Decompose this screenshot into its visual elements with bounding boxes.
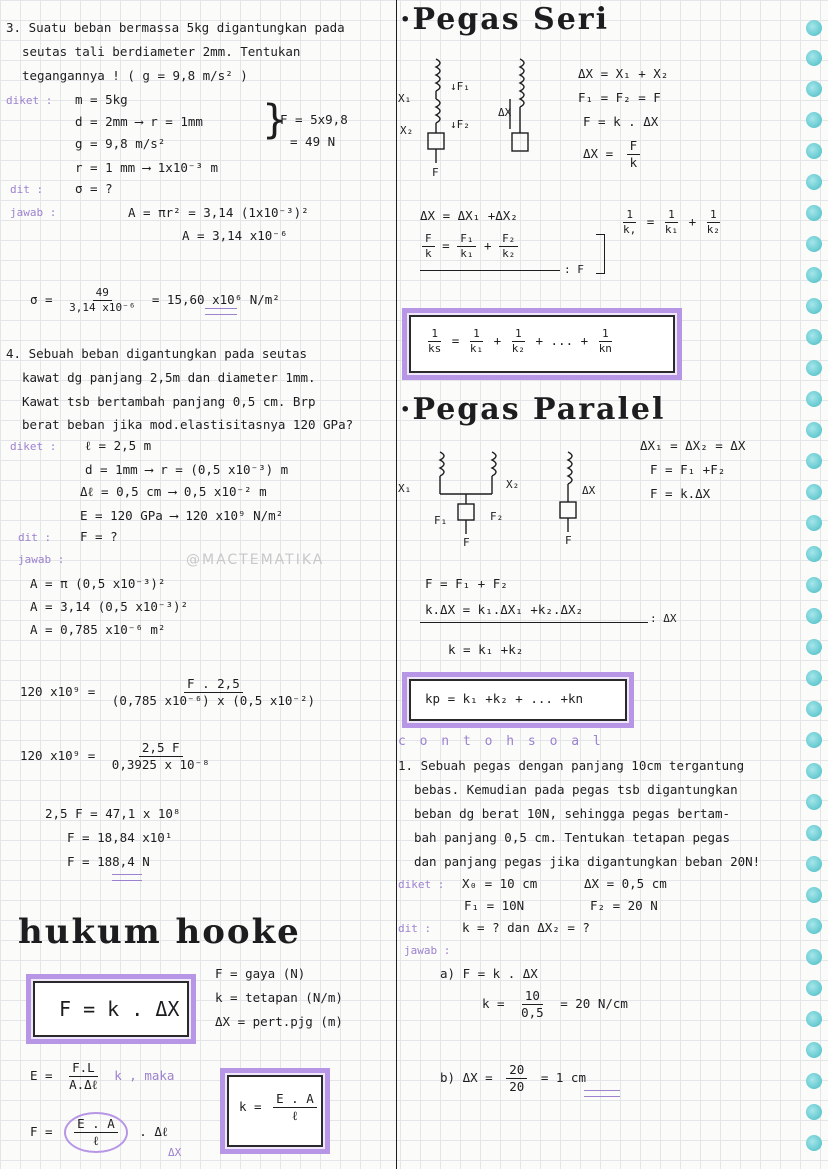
x2-label: X₂	[400, 124, 414, 137]
fraction-numerator: 1	[512, 327, 525, 342]
ellipsis-term: + ... +	[535, 333, 589, 348]
fraction-denominator: k	[425, 247, 432, 260]
delta-x-note: ΔX	[168, 1146, 182, 1159]
fraction-denominator: 0,3925 x 10⁻⁸	[111, 757, 210, 772]
series-formula-box	[402, 308, 682, 380]
question-line: berat beban jika mod.elastisitasnya 120 GPa?	[22, 417, 354, 432]
f2-label: ↓F₂	[450, 118, 470, 131]
result-underline	[205, 308, 237, 315]
given-line: d = 2mm ⟶ r = 1mm	[75, 114, 203, 129]
jawab-label: jawab :	[404, 944, 451, 957]
series-reciprocal: $\frac{1}{k,}$ = $\frac{1}{\text{k₁}}$ + $\frac{1}{\text{k₂}}$	[620, 208, 723, 237]
parallel-eq: F = F₁ +F₂	[650, 462, 726, 477]
dit-value: k = ? dan ΔX₂ = ?	[462, 920, 590, 935]
division-line	[420, 622, 648, 623]
equation-lhs: b) ΔX =	[440, 1070, 493, 1085]
force-calc: F = 5x9,8	[280, 112, 348, 127]
question-line: bah panjang 0,5 cm. Tentukan tetapan pegas	[414, 830, 731, 845]
parallel-formula-box	[402, 672, 634, 728]
fraction-numerator: E . A	[273, 1091, 317, 1108]
f-label: F	[463, 536, 470, 549]
section-title: ·Pegas Seri	[400, 2, 609, 37]
series-derivation: ΔX = ΔX₁ +ΔX₂	[420, 208, 518, 223]
answer-b	[440, 1062, 586, 1095]
fraction-denominator: 3,14 x10⁻⁶	[69, 301, 136, 314]
fraction-numerator: 1	[707, 208, 720, 223]
fraction-denominator: kn	[598, 342, 612, 355]
fraction-numerator: 1	[665, 208, 678, 223]
fraction-denominator: k₂	[502, 247, 516, 260]
fraction-denominator: ℓ	[92, 1133, 99, 1148]
fraction-denominator: 20	[509, 1079, 525, 1094]
dit-label: dit :	[18, 531, 52, 544]
fraction-numerator: 1	[470, 327, 483, 342]
k-formula-box	[220, 1068, 330, 1154]
parallel-eq: F = k.ΔX	[650, 486, 711, 501]
force-calc: = 49 N	[290, 134, 336, 149]
f2-label: F₂	[490, 510, 504, 523]
question-line: seutas tali berdiameter 2mm. Tentukan	[22, 44, 301, 59]
fraction-denominator: 0,5	[521, 1005, 544, 1020]
series-eq: F₁ = F₂ = F	[578, 90, 661, 105]
fraction-denominator: ks	[428, 342, 442, 355]
given-line: E = 120 GPa ⟶ 120 x10⁹ N/m²	[80, 508, 284, 523]
fraction-numerator: 20	[506, 1062, 527, 1079]
legend-line: ΔX = pert.pjg (m)	[215, 1014, 343, 1029]
question-line: 1. Sebuah pegas dengan panjang 10cm tergantung	[398, 758, 745, 773]
question-line: tegangannya ! ( g = 9,8 m/s² )	[22, 68, 248, 83]
fraction-numerator: F . 2,5	[184, 676, 243, 693]
diket-label: diket :	[10, 440, 57, 453]
given-line: g = 9,8 m/s²	[75, 136, 166, 151]
sigma-label: σ =	[30, 292, 53, 307]
given-line: r = 1 mm ⟶ 1x10⁻³ m	[75, 160, 218, 175]
question-line: 3. Suatu beban bermassa 5kg digantungkan pada	[6, 20, 345, 35]
question-line: dan panjang pegas jika digantungkan beban 20N!	[414, 854, 761, 869]
stress-result	[30, 286, 280, 315]
answer-a: a) F = k . ΔX	[440, 966, 538, 981]
section-title: ·Pegas Paralel	[400, 392, 666, 427]
answer-line: A = 3,14 x10⁻⁶	[182, 228, 288, 243]
fraction-numerator: 1	[623, 208, 636, 223]
brace: }	[262, 97, 288, 143]
x1-label: X₁	[398, 92, 412, 105]
dit-value: σ = ?	[75, 181, 113, 196]
result-underline	[112, 874, 142, 881]
given-line: ΔX = 0,5 cm	[584, 876, 667, 891]
given-line: m = 5kg	[75, 92, 128, 107]
given-line: ℓ = 2,5 m	[85, 438, 152, 453]
given-line: X₀ = 10 cm	[462, 876, 538, 891]
fraction-denominator: ℓ	[291, 1108, 298, 1123]
series-eq: F = k . ΔX	[583, 114, 659, 129]
dx-label: ΔX	[582, 484, 596, 497]
dit-label: dit :	[10, 183, 44, 196]
fraction-denominator: k₁	[664, 223, 679, 236]
divide-note: : ΔX	[650, 612, 677, 625]
fraction-numerator: F.L	[69, 1060, 98, 1077]
x1-label: X₁	[398, 482, 412, 495]
question-line: kawat dg panjang 2,5m dan diameter 1mm.	[22, 370, 316, 385]
answer-k	[482, 988, 628, 1021]
fraction-denominator: A.Δℓ	[69, 1077, 98, 1092]
delta-l-term: . Δℓ	[139, 1124, 168, 1139]
f1-label: F₁	[434, 514, 448, 527]
dit-label: dit :	[398, 922, 432, 935]
given-line: d = 1mm ⟶ r = (0,5 x10⁻³) m	[85, 462, 289, 477]
fraction-numerator: F	[422, 232, 435, 247]
series-formula: $\frac{1}{ks}$ = $\frac{1}{\text{k₁}}$ + $\frac{1}{\text{k₂}}$ + ... + $\frac{1}{kn}$	[425, 327, 615, 356]
question-line: 4. Sebuah beban digantungkan pada seutas	[6, 346, 308, 361]
parallel-eq: ΔX₁ = ΔX₂ = ΔX	[640, 438, 746, 453]
series-derivation: $\frac{F}{k}$ = $\frac{\text{F₁}}{\text{k₁}}$ + $\frac{\text{F₂}}{\text{k₂}}$	[422, 232, 518, 261]
fraction-denominator: k₂	[511, 342, 525, 355]
answer-value: = 20 N/cm	[560, 996, 628, 1011]
dit-value: F = ?	[80, 529, 118, 544]
equation-lhs: 120 x10⁹ =	[20, 748, 96, 763]
answer-line: A = πr² = 3,14 (1x10⁻³)²	[128, 205, 309, 220]
fraction-denominator: k₂	[706, 223, 720, 236]
x2-label: X₂	[506, 478, 520, 491]
result-underline	[584, 1090, 620, 1097]
fraction-numerator: 2,5 F	[139, 740, 183, 757]
result-line: 2,5 F = 47,1 x 10⁸	[45, 806, 181, 821]
section-title: c o n t o h s o a l	[398, 734, 604, 749]
equation-lhs: 120 x10⁹ =	[20, 684, 96, 699]
given-line: Δℓ = 0,5 cm ⟶ 0,5 x10⁻² m	[80, 484, 267, 499]
legend-line: F = gaya (N)	[215, 966, 306, 981]
jawab-label: jawab :	[18, 553, 65, 566]
section-title: hukum hooke	[18, 912, 301, 952]
watermark: @MACTEMATIKA	[186, 552, 325, 568]
equation-lhs: ΔX =	[583, 146, 614, 161]
parallel-derivation: k.ΔX = k₁.ΔX₁ +k₂.ΔX₂	[425, 602, 584, 617]
question-line: bebas. Kemudian pada pegas tsb digantungkan	[414, 782, 738, 797]
equation-lhs: k =	[239, 1099, 262, 1114]
legend-line: k = tetapan (N/m)	[215, 990, 343, 1005]
parallel-derivation: F = F₁ + F₂	[425, 576, 508, 591]
fraction-numerator: F	[627, 138, 641, 155]
parallel-formula: kp = k₁ +k₂ + ... +kn	[425, 691, 584, 706]
equation-lhs: E =	[30, 1068, 53, 1083]
elasticity-formula	[30, 1060, 174, 1093]
answer-line: A = π (0,5 x10⁻³)²	[30, 576, 166, 591]
force-formula	[30, 1112, 168, 1153]
series-eq	[583, 138, 640, 171]
equation-lhs: k =	[482, 996, 505, 1011]
bracket-arrow	[596, 234, 605, 274]
dx-label: ΔX	[498, 106, 512, 119]
fraction-numerator: 1	[599, 327, 612, 342]
fraction-numerator: F₂	[499, 232, 518, 247]
k-formula	[239, 1091, 317, 1124]
fraction-numerator: 49	[93, 286, 112, 301]
jawab-label: jawab :	[10, 206, 57, 219]
f-label: F	[565, 534, 572, 547]
hooke-formula: F = k . ΔX	[59, 997, 180, 1021]
formula-box	[26, 974, 196, 1044]
parallel-spring-diagram	[400, 448, 600, 548]
f1-label: ↓F₁	[450, 80, 470, 93]
fraction-numerator: F₁	[457, 232, 476, 247]
result-line: F = 18,84 x10¹	[67, 830, 173, 845]
fraction-denominator: k₁	[460, 247, 474, 260]
fraction-numerator: E . A	[74, 1116, 118, 1133]
question-line: beban dg berat 10N, sehingga pegas bertam-	[414, 806, 731, 821]
fraction-numerator: 10	[522, 988, 543, 1005]
maka-note: k , maka	[114, 1068, 175, 1083]
series-spring-diagram	[400, 55, 560, 180]
answer-line: A = 0,785 x10⁻⁶ m²	[30, 622, 166, 637]
diket-label: diket :	[6, 94, 53, 107]
f-label: F	[432, 166, 439, 179]
equation-2	[20, 740, 213, 773]
parallel-derivation: k = k₁ +k₂	[448, 642, 524, 657]
equation-lhs: F =	[30, 1124, 53, 1139]
question-line: Kawat tsb bertambah panjang 0,5 cm. Brp	[22, 394, 316, 409]
answer-line: A = 3,14 (0,5 x10⁻³)²	[30, 599, 189, 614]
series-eq: ΔX = X₁ + X₂	[578, 66, 669, 81]
fraction-denominator: k,	[623, 223, 637, 236]
division-line	[420, 270, 560, 271]
fraction-denominator: k₁	[469, 342, 484, 355]
fraction-denominator: (0,785 x10⁻⁶) x (0,5 x10⁻²)	[111, 693, 315, 708]
diket-label: diket :	[398, 878, 445, 891]
divide-note: : F	[564, 263, 584, 276]
fraction-denominator: k	[629, 155, 638, 170]
equation-1	[20, 676, 318, 709]
fraction-numerator: 1	[428, 327, 441, 342]
column-divider	[396, 0, 397, 1169]
result-line: F = 188,4 N	[67, 854, 150, 869]
answer-value: = 1 cm	[540, 1070, 586, 1085]
stress-value: = 15,60 x10⁶ N/m²	[151, 292, 280, 307]
given-line: F₁ = 10N	[464, 898, 525, 913]
given-line: F₂ = 20 N	[590, 898, 658, 913]
